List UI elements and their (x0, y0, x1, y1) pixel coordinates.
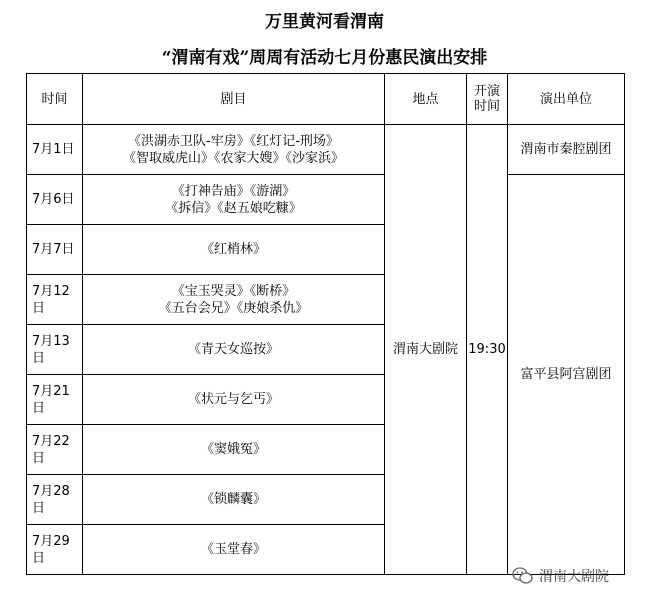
troupe-cell: 渭南市秦腔剧团 (508, 125, 625, 175)
play-cell (83, 175, 385, 225)
header-time: 时间 (27, 74, 83, 125)
play-cell (83, 275, 385, 325)
header-venue: 地点 (385, 74, 467, 125)
header-play: 剧目 (83, 74, 385, 125)
date-cell: 7月6日 (27, 175, 83, 225)
play-cell: 《锁麟囊》 (83, 475, 385, 525)
page-title: 万里黄河看渭南 (265, 12, 384, 32)
date-cell: 7月21日 (27, 375, 83, 425)
play-cell (83, 125, 385, 175)
play-cell: 《状元与乞丐》 (83, 375, 385, 425)
date-cell: 7月13日 (27, 325, 83, 375)
header-row (27, 74, 625, 125)
play-line: 《五台会兄》《庚娘杀仇》 (158, 300, 309, 316)
play-cell: 《玉堂春》 (83, 525, 385, 575)
play-line: 《宝玉哭灵》《断桥》 (171, 283, 296, 299)
venue-cell: 渭南大剧院 (385, 125, 467, 575)
start-time-cell: 19:30 (467, 125, 508, 575)
troupe-cell: 富平县阿宫剧团 (508, 175, 625, 575)
play-cell: 《青天女巡按》 (83, 325, 385, 375)
wechat-icon (512, 567, 534, 585)
header-troupe: 演出单位 (508, 74, 625, 125)
schedule-table (26, 73, 625, 575)
date-cell: 7月28日 (27, 475, 83, 525)
date-cell: 7月22日 (27, 425, 83, 475)
play-line: 《洪湖赤卫队-牢房》《红灯记-刑场》 (128, 133, 339, 149)
watermark (512, 565, 609, 587)
page-subtitle: “渭南有戏”周周有活动七月份惠民演出安排 (161, 48, 488, 68)
table-row (27, 175, 625, 225)
play-line: 《智取威虎山》《农家大嫂》《沙家浜》 (122, 150, 344, 166)
play-line: 《打神告庙》《游湖》 (171, 183, 296, 199)
play-cell: 《窦娥冤》 (83, 425, 385, 475)
header-start-time: 开演时间 (467, 74, 508, 125)
watermark-text: 渭南大剧院 (539, 569, 609, 585)
date-cell: 7月29日 (27, 525, 83, 575)
play-cell: 《红梢林》 (83, 225, 385, 275)
date-cell: 7月12日 (27, 275, 83, 325)
table-row (27, 125, 625, 175)
date-cell: 7月7日 (27, 225, 83, 275)
play-line: 《拆信》《赵五娘吃糠》 (165, 200, 302, 216)
date-cell: 7月1日 (27, 125, 83, 175)
